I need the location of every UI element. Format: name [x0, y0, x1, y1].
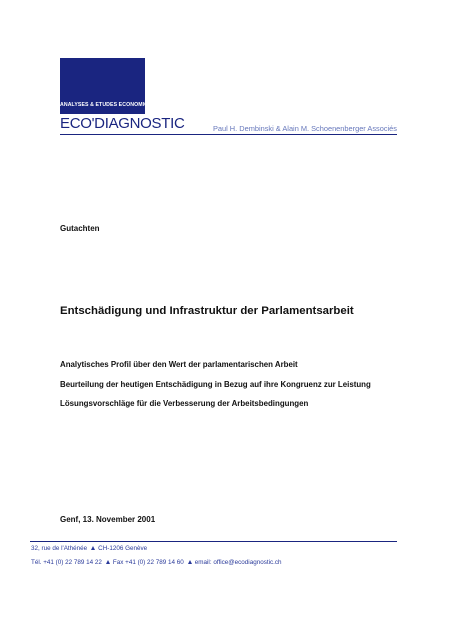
- logo-name: ECO'DIAGNOSTIC: [60, 115, 185, 132]
- logo-tagline: ANALYSES & ETUDES ECONOMIQUES: [60, 102, 160, 108]
- topic-list: [60, 360, 400, 419]
- footer-email[interactable]: email: office@ecodiagnostic.ch: [194, 559, 282, 566]
- footer-address-line: [31, 545, 147, 552]
- footer-city: CH-1206 Genève: [98, 545, 148, 552]
- footer-contact-line: [31, 559, 282, 566]
- document-title: Entschädigung und Infrastruktur der Parlamentsarbeit: [60, 305, 354, 317]
- topic-item: Analytisches Profil über den Wert der parlamentarischen Arbeit: [60, 360, 298, 369]
- document-type: Gutachten: [60, 224, 100, 233]
- footer-address: 32, rue de l'Athénée: [31, 545, 88, 552]
- footer-phone: Tél. +41 (0) 22 789 14 22: [31, 559, 102, 566]
- topic-item: Beurteilung der heutigen Entschädigung in Bezug auf ihre Kongruenz zur Leistung: [60, 379, 371, 389]
- authors-line: Paul H. Dembinski & Alain M. Schoenenberger Associés: [212, 124, 397, 133]
- triangle-bullet-icon: [188, 560, 192, 564]
- footer-divider: [30, 541, 397, 542]
- triangle-bullet-icon: [91, 546, 95, 550]
- logo-mark: [60, 58, 160, 114]
- triangle-bullet-icon: [106, 560, 110, 564]
- document-date: Genf, 13. November 2001: [60, 515, 156, 524]
- header-divider: [60, 134, 397, 135]
- footer-fax: Fax +41 (0) 22 789 14 60: [112, 559, 184, 566]
- topic-item: Lösungsvorschläge für die Verbesserung der Arbeitsbedingungen: [60, 399, 309, 408]
